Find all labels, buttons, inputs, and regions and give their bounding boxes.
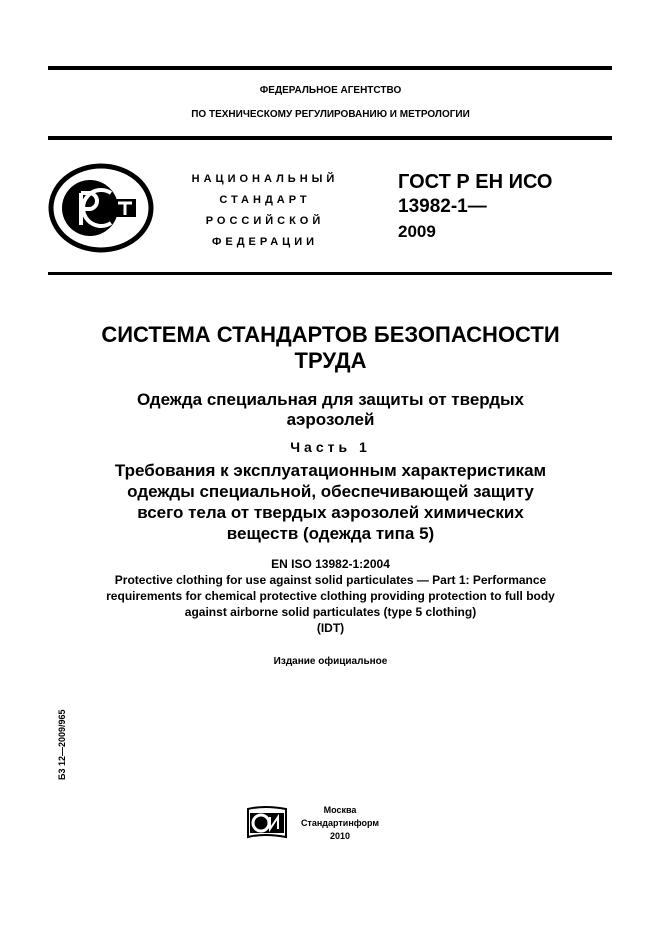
header-rule	[48, 272, 612, 275]
standartinform-logo	[244, 805, 290, 846]
standard-type-4: ФЕДЕРАЦИИ	[211, 236, 319, 248]
part-title-line-3: всего тела от твердых аэрозолей химических	[137, 503, 524, 522]
top-rule	[48, 66, 612, 70]
agency-rule	[48, 136, 612, 140]
standard-type-1: НАЦИОНАЛЬНЫЙ	[191, 173, 339, 185]
part-title-line-4: веществ (одежда типа 5)	[226, 524, 435, 543]
english-reference: EN ISO 13982-1:2004	[271, 557, 390, 571]
subtitle-line-2: аэрозолей	[286, 410, 375, 429]
designation-line-1: ГОСТ Р ЕН ИСО	[398, 171, 553, 193]
designation-line-3: 2009	[398, 222, 436, 241]
side-code: Б3 12—2009/965	[57, 709, 67, 780]
edition-label: Издание официальное	[273, 656, 388, 667]
standard-type-2: СТАНДАРТ	[219, 194, 311, 206]
publisher-name: Стандартинформ	[300, 818, 380, 828]
english-line-3: against airborne solid particulates (type 5 clothing)	[184, 605, 477, 619]
designation-line-2: 13982-1—	[398, 196, 487, 217]
english-line-2: requirements for chemical protective clothing providing protection to full body	[106, 589, 555, 603]
rst-logo	[48, 163, 154, 258]
english-line-4: (IDT)	[316, 621, 345, 635]
standard-type-3: РОССИЙСКОЙ	[205, 215, 325, 227]
part-number: Часть 1	[290, 439, 371, 455]
publisher-city: Москва	[323, 805, 357, 815]
agency-line-2: ПО ТЕХНИЧЕСКОМУ РЕГУЛИРОВАНИЮ И МЕТРОЛОГИИ	[191, 109, 470, 120]
title-line-2: ТРУДА	[294, 348, 367, 373]
english-line-1: Protective clothing for use against solid particulates — Part 1: Performance	[114, 573, 547, 587]
title-line-1: СИСТЕМА СТАНДАРТОВ БЕЗОПАСНОСТИ	[101, 322, 560, 347]
agency-line-1: ФЕДЕРАЛЬНОЕ АГЕНТСТВО	[259, 85, 402, 96]
part-title-line-2: одежды специальной, обеспечивающей защиту	[127, 482, 534, 501]
publisher-year: 2010	[329, 831, 351, 841]
part-title-line-1: Требования к эксплуатационным характеристикам	[114, 461, 547, 480]
subtitle-line-1: Одежда специальная для защиты от твердых	[136, 390, 524, 409]
